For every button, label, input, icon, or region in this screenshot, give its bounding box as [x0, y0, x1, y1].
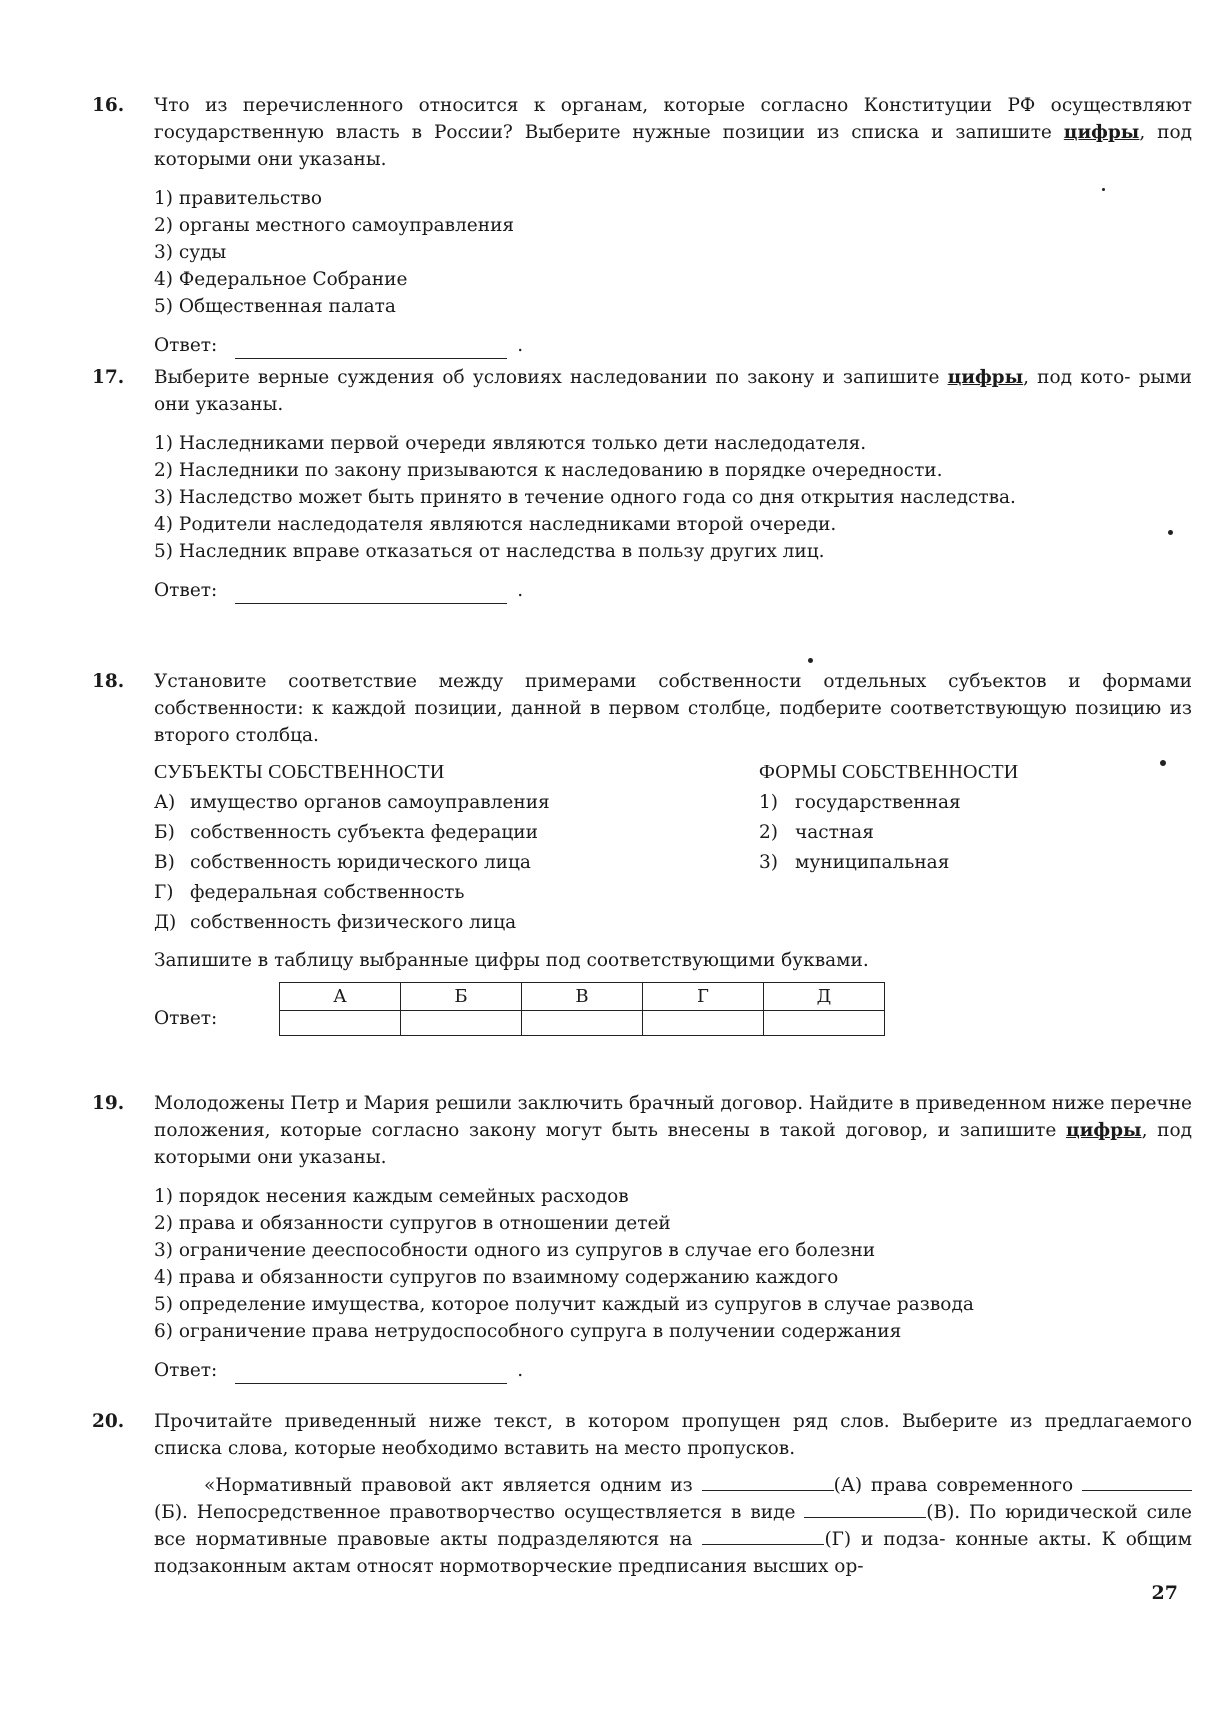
option: 2) права и обязанности супругов в отношении детей: [154, 1213, 671, 1234]
table-header-b: Б: [401, 983, 522, 1011]
option: 1) Наследниками первой очереди являются только дети наследодателя.: [154, 433, 867, 454]
answer-label: Ответ:: [154, 580, 218, 601]
question-17: [92, 364, 1192, 604]
question-19: [92, 1090, 1192, 1384]
subject-item: Д) собственность физического лица: [154, 912, 517, 933]
answer-line[interactable]: [235, 1365, 507, 1384]
answer-line[interactable]: [235, 585, 507, 604]
table-header-v: В: [522, 983, 643, 1011]
question-number: 20.: [92, 1411, 125, 1432]
question-text: Что из перечисленного относится к органам, которые согласно Конституции РФ осуществляют государственную власть в России? Выберите нужные позиции из списка и запишите цифры, под которыми они указаны.: [154, 95, 1193, 170]
option: 5) Общественная палата: [154, 296, 396, 317]
question-body: [154, 364, 1192, 604]
answer-line[interactable]: [235, 340, 507, 359]
subject-item: Г) федеральная собственность: [154, 882, 465, 903]
question-text: Прочитайте приведенный ниже текст, в котором пропущен ряд слов. Выберите из предлагаемого списка слова, которые необходимо вставить на место пропусков.: [154, 1411, 1192, 1459]
option: 2) органы местного самоуправления: [154, 215, 515, 236]
question-number: 18.: [92, 671, 125, 692]
answer-cell-b[interactable]: [401, 1011, 522, 1036]
question-body: [154, 92, 1192, 359]
scan-speck: [1168, 530, 1173, 535]
emphasis-digits: цифры: [947, 367, 1024, 388]
emphasis-digits: цифры: [1066, 1120, 1142, 1141]
gap-v[interactable]: [804, 1499, 926, 1518]
question-number: 16.: [92, 95, 125, 116]
answer-cell-a[interactable]: [280, 1011, 401, 1036]
option: 4) Родители наследодателя являются наследниками второй очереди.: [154, 514, 837, 535]
question-text: Выберите верные суждения об условиях наследовании по закону и запишите цифры, под кото- рыми они указаны.: [154, 367, 1192, 415]
instruction-text: Запишите в таблицу выбранные цифры под соответствующими буквами.: [154, 950, 869, 971]
question-text: Молодожены Петр и Мария решили заключить брачный договор. Найдите в приведенном ниже перечне положения, которые согласно закону могут быть внесены в такой договор, и запишите цифры, под которыми они указаны.: [154, 1093, 1192, 1168]
page-number: 27: [1151, 1582, 1178, 1604]
option: 2) Наследники по закону призываются к наследованию в порядке очередности.: [154, 460, 943, 481]
answer-row: Ответ: .: [154, 332, 1192, 359]
question-body: [154, 1090, 1192, 1384]
question-body: [154, 1408, 1192, 1580]
form-item: 1) государственная: [759, 792, 961, 813]
option: 6) ограничение права нетрудоспособного супруга в получении содержания: [154, 1321, 902, 1342]
subject-item: А) имущество органов самоуправления: [154, 792, 550, 813]
answer-table: [279, 982, 885, 1036]
matching-columns: [154, 759, 1192, 939]
gap-a[interactable]: [702, 1472, 834, 1491]
answer-row: Ответ: .: [154, 1357, 1192, 1384]
question-body: [154, 668, 1192, 1036]
answer-label: Ответ:: [154, 1360, 218, 1381]
option: 1) порядок несения каждым семейных расходов: [154, 1186, 629, 1207]
answer-table-row: [154, 982, 1192, 1036]
answer-cell-d[interactable]: [764, 1011, 885, 1036]
options-list: [154, 185, 1192, 320]
question-text: Установите соответствие между примерами собственности отдельных субъектов и формами собственности: к каждой позиции, данной в первом столбце, подберите соответствующую позицию из второго столбца.: [154, 671, 1192, 746]
answer-label: Ответ:: [154, 335, 218, 356]
question-18: [92, 668, 1192, 1036]
subjects-heading: СУБЪЕКТЫ СОБСТВЕННОСТИ: [154, 761, 445, 783]
option: 3) ограничение дееспособности одного из супругов в случае его болезни: [154, 1240, 876, 1261]
answer-row: Ответ: .: [154, 577, 1192, 604]
passage-text: «Нормативный правовой акт является одним из (А) права современного (Б). Непосредственное правотворчество осуществляется в виде (В). По юридической силе все нормативные правовые акты подразделяются на (Г) и подза- конные акты. К общим подзаконным актам относят нормотворческие предписания высших ор-: [154, 1472, 1192, 1580]
option: 4) Федеральное Собрание: [154, 269, 408, 290]
answer-label: Ответ:: [154, 1007, 218, 1029]
scan-speck: [1160, 760, 1166, 766]
subject-item: Б) собственность субъекта федерации: [154, 822, 538, 843]
table-header-d: Д: [764, 983, 885, 1011]
answer-cell-g[interactable]: [643, 1011, 764, 1036]
question-number: 17.: [92, 367, 125, 388]
option: 3) суды: [154, 242, 227, 263]
answer-cell-v[interactable]: [522, 1011, 643, 1036]
question-number: 19.: [92, 1093, 125, 1114]
scan-speck: [1102, 188, 1105, 191]
option: 4) права и обязанности супругов по взаимному содержанию каждого: [154, 1267, 839, 1288]
gap-b[interactable]: [1082, 1472, 1192, 1491]
option: 3) Наследство может быть принято в течение одного года со дня открытия наследства.: [154, 487, 1016, 508]
forms-column: [759, 759, 1159, 939]
option: 5) определение имущества, которое получит каждый из супругов в случае развода: [154, 1294, 974, 1315]
option: 1) правительство: [154, 188, 322, 209]
subjects-column: [154, 759, 759, 939]
form-item: 2) частная: [759, 822, 874, 843]
emphasis-digits: цифры: [1063, 122, 1140, 143]
options-list: [154, 1183, 1192, 1345]
gap-g[interactable]: [702, 1526, 824, 1545]
forms-heading: ФОРМЫ СОБСТВЕННОСТИ: [759, 761, 1019, 783]
scan-speck: [808, 658, 813, 663]
subject-item: В) собственность юридического лица: [154, 852, 531, 873]
form-item: 3) муниципальная: [759, 852, 950, 873]
table-header-a: А: [280, 983, 401, 1011]
question-16: [92, 92, 1192, 359]
question-20: [92, 1408, 1192, 1580]
options-list: [154, 430, 1192, 565]
table-header-g: Г: [643, 983, 764, 1011]
option: 5) Наследник вправе отказаться от наследства в пользу других лиц.: [154, 541, 825, 562]
